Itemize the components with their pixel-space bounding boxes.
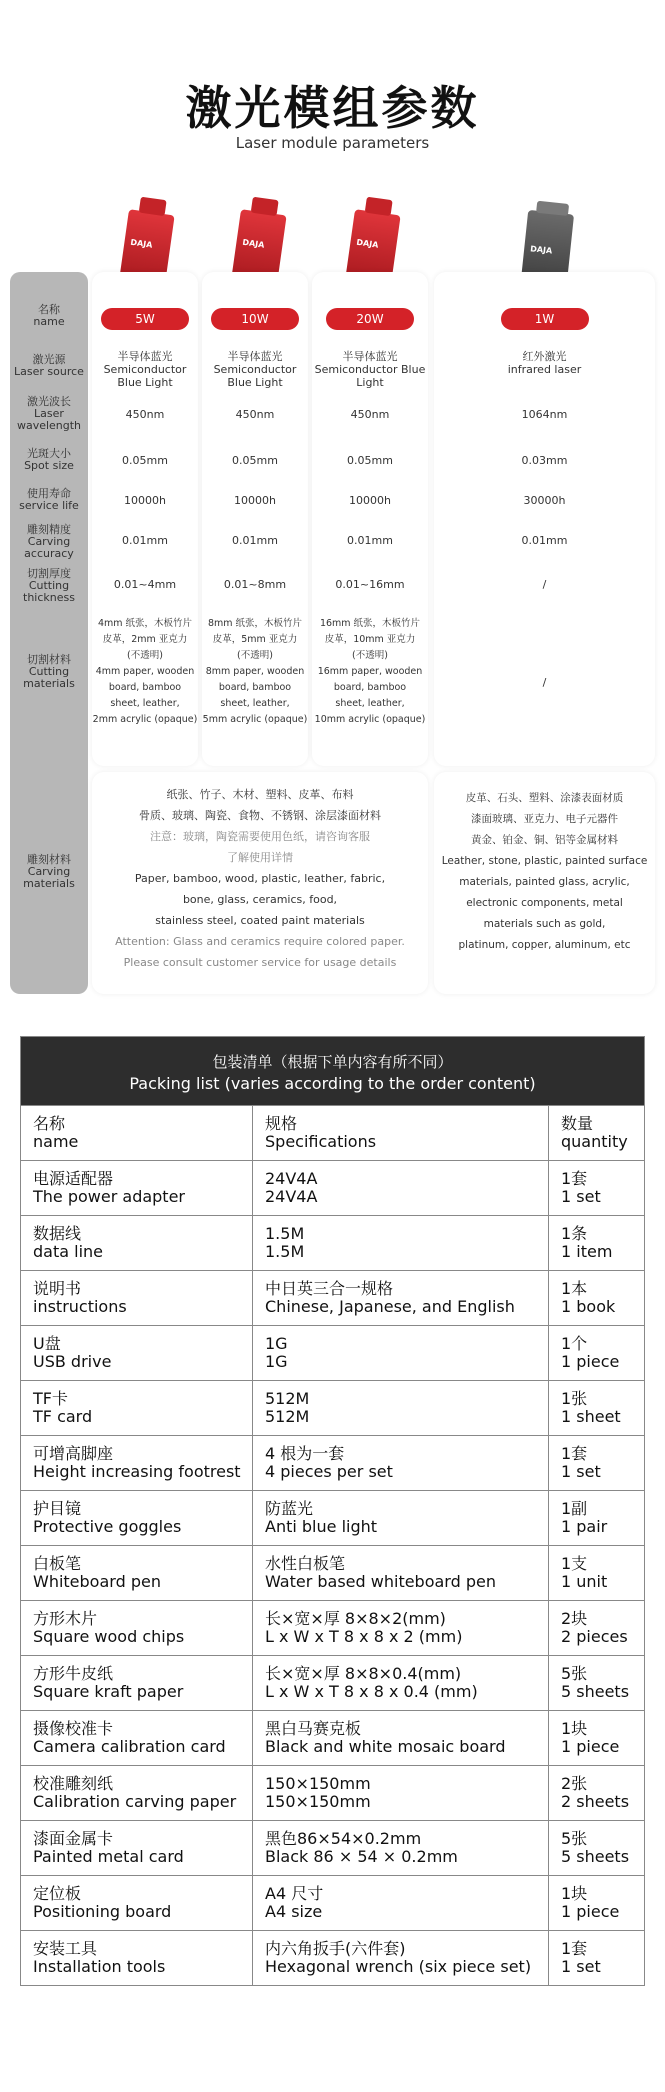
service-life: 10000h [234,494,276,507]
col-header-name: 名称 name [21,1106,253,1160]
item-quantity-cell: 1套 1 set [561,1444,601,1481]
carving-materials-blue: 纸张、竹子、木材、塑料、皮革、布料 骨质、玻璃、陶瓷、食物、不锈钢、涂层漆面材料 注意：玻璃，陶瓷需要使用色纸，请咨询客服 了解使用详情 Paper, bamboo, wood, plastic, leather, fabric, bone, glass, ceramics, food, stainless steel, coated paint materials Attention: Glass and ceramics require colored paper. Please consult customer service for usage details [92,772,428,994]
item-quantity-cell: 1本 1 book [561,1279,616,1316]
module-image-5w: DAJA [119,209,174,285]
cutting-materials: 8mm 纸张，木板竹片 皮革，5mm 亚克力 (不透明) 8mm paper, wooden board, bamboo sheet, leather, 5mm acrylic (opaque) [202,618,308,725]
wavelength: 1064nm [521,408,568,421]
item-spec-cell: 内六角扳手(六件套) Hexagonal wrench (six piece set) [253,1931,549,1985]
spot-size: 0.05mm [347,454,393,467]
laser-source: 半导体蓝光 Semiconductor Blue Light [103,350,187,389]
col-header-spec: 规格 Specifications [253,1106,549,1160]
item-name-cell: 电源适配器 The power adapter [21,1161,253,1215]
item-quantity-cell: 2块 2 pieces [561,1609,628,1646]
laser-source: 半导体蓝光 Semiconductor Blue Light [314,350,426,389]
packing-list-table [20,1036,645,1986]
item-spec-cell: 中日英三合一规格 Chinese, Japanese, and English [253,1271,549,1325]
carving-accuracy: 0.01mm [347,534,393,547]
module-card-20w [312,272,428,766]
item-name-cell: 数据线 data line [21,1216,253,1270]
item-name-cell: 漆面金属卡 Painted metal card [21,1821,253,1875]
module-name-badge: 20W [326,308,414,330]
item-spec-cell: 512M 512M [253,1381,549,1435]
service-life: 10000h [124,494,166,507]
item-spec-cell: 24V4A 24V4A [253,1161,549,1215]
item-quantity-cell: 1块 1 piece [561,1719,620,1756]
carving-materials-ir: 皮革、石头、塑料、涂漆表面材质 漆面玻璃、亚克力、电子元器件 黄金、铂金、铜、铝等金属材料 Leather, stone, plastic, painted surface materials, painted glass, acrylic, electronic components, metal materials such as gold, platinum, copper, aluminum, etc [434,772,655,994]
table-row [21,1270,644,1325]
cutting-thickness: / [542,578,547,591]
cutting-thickness: 0.01~16mm [335,578,405,591]
item-name-cell: 护目镜 Protective goggles [21,1491,253,1545]
carving-accuracy: 0.01mm [521,534,568,547]
item-name-cell: 方形木片 Square wood chips [21,1601,253,1655]
spec-table [10,272,655,994]
item-spec-cell: 防蓝光 Anti blue light [253,1491,549,1545]
module-card-5w [92,272,198,766]
carving-accuracy: 0.01mm [122,534,168,547]
item-name-cell: 说明书 instructions [21,1271,253,1325]
item-spec-cell: 长×宽×厚 8×8×2(mm) L x W x T 8 x 8 x 2 (mm) [253,1601,549,1655]
item-quantity-cell: 1副 1 pair [561,1499,608,1536]
module-card-10w [202,272,308,766]
service-life: 30000h [523,494,566,507]
item-spec-cell: 黑白马赛克板 Black and white mosaic board [253,1711,549,1765]
table-row [21,1325,644,1380]
label-spot-size: 光斑大小 Spot size [24,447,74,472]
table-row [21,1380,644,1435]
cutting-materials: / [542,676,547,689]
item-name-cell: U盘 USB drive [21,1326,253,1380]
item-quantity-cell: 1个 1 piece [561,1334,620,1371]
module-name-badge: 5W [101,308,189,330]
module-image-10w: DAJA [231,209,286,285]
carving-accuracy: 0.01mm [232,534,278,547]
label-name: 名称 name [33,303,65,328]
spot-size: 0.05mm [122,454,168,467]
cutting-materials: 16mm 纸张，木板竹片 皮革，10mm 亚克力 (不透明) 16mm paper, wooden board, bamboo sheet, leather, 10mm acrylic (opaque) [314,618,426,725]
label-cutting-thickness: 切割厚度 Cutting thickness [23,567,75,604]
item-name-cell: TF卡 TF card [21,1381,253,1435]
item-quantity-cell: 1张 1 sheet [561,1389,621,1426]
cutting-thickness: 0.01~4mm [113,578,177,591]
label-service-life: 使用寿命 service life [19,487,79,512]
service-life: 10000h [349,494,391,507]
page-title: 激光模组参数 [185,81,480,135]
item-name-cell: 校准雕刻纸 Calibration carving paper [21,1766,253,1820]
wavelength: 450nm [125,408,165,421]
item-spec-cell: 1G 1G [253,1326,549,1380]
wavelength: 450nm [235,408,275,421]
item-quantity-cell: 1支 1 unit [561,1554,608,1591]
laser-source: 半导体蓝光 Semiconductor Blue Light [213,350,297,389]
table-row [21,1545,644,1600]
module-image-1w: DAJA [520,210,574,294]
spec-labels-column [10,272,88,994]
label-carving-materials: 雕刻材料 Carving materials [23,853,75,890]
packing-header-row [21,1105,644,1160]
module-image-20w: DAJA [345,209,400,285]
cutting-thickness: 0.01~8mm [223,578,287,591]
label-wavelength: 激光波长 Laser wavelength [16,395,82,432]
table-row [21,1930,644,1985]
item-quantity-cell: 5张 5 sheets [561,1829,630,1866]
spot-size: 0.05mm [232,454,278,467]
wavelength: 450nm [350,408,390,421]
table-row [21,1765,644,1820]
item-name-cell: 白板笔 Whiteboard pen [21,1546,253,1600]
table-row [21,1655,644,1710]
table-row [21,1435,644,1490]
module-name-badge: 10W [211,308,299,330]
table-row [21,1875,644,1930]
item-quantity-cell: 1条 1 item [561,1224,613,1261]
item-quantity-cell: 2张 2 sheets [561,1774,630,1811]
item-quantity-cell: 1套 1 set [561,1169,601,1206]
item-spec-cell: 4 根为一套 4 pieces per set [253,1436,549,1490]
table-row [21,1160,644,1215]
table-row [21,1600,644,1655]
page-subtitle: Laser module parameters [235,134,430,152]
item-name-cell: 可增高脚座 Height increasing footrest [21,1436,253,1490]
item-spec-cell: 150×150mm 150×150mm [253,1766,549,1820]
module-name-badge: 1W [501,308,589,330]
col-header-quantity: 数量 quantity [561,1114,628,1151]
label-carving-accuracy: 雕刻精度 Carving accuracy [24,523,74,560]
cutting-materials: 4mm 纸张，木板竹片 皮革，2mm 亚克力 (不透明) 4mm paper, wooden board, bamboo sheet, leather, 2mm acrylic (opaque) [92,618,198,725]
item-name-cell: 定位板 Positioning board [21,1876,253,1930]
item-name-cell: 安装工具 Installation tools [21,1931,253,1985]
item-spec-cell: 黑色86×54×0.2mm Black 86 × 54 × 0.2mm [253,1821,549,1875]
item-spec-cell: 水性白板笔 Water based whiteboard pen [253,1546,549,1600]
item-spec-cell: A4 尺寸 A4 size [253,1876,549,1930]
table-row [21,1215,644,1270]
packing-list-header: 包装清单（根据下单内容有所不同） Packing list (varies according to the order content) [21,1037,644,1105]
item-name-cell: 摄像校准卡 Camera calibration card [21,1711,253,1765]
table-row [21,1710,644,1765]
table-row [21,1820,644,1875]
table-row [21,1490,644,1545]
item-quantity-cell: 5张 5 sheets [561,1664,630,1701]
module-card-1w [434,272,655,766]
laser-source: 红外激光 infrared laser [507,350,582,376]
item-name-cell: 方形牛皮纸 Square kraft paper [21,1656,253,1710]
item-spec-cell: 长×宽×厚 8×8×0.4(mm) L x W x T 8 x 8 x 0.4 (mm) [253,1656,549,1710]
item-spec-cell: 1.5M 1.5M [253,1216,549,1270]
spot-size: 0.03mm [521,454,568,467]
item-quantity-cell: 1块 1 piece [561,1884,620,1921]
label-cutting-materials: 切割材料 Cutting materials [23,653,75,690]
item-quantity-cell: 1套 1 set [561,1939,601,1976]
label-laser-source: 激光源 Laser source [14,353,84,378]
